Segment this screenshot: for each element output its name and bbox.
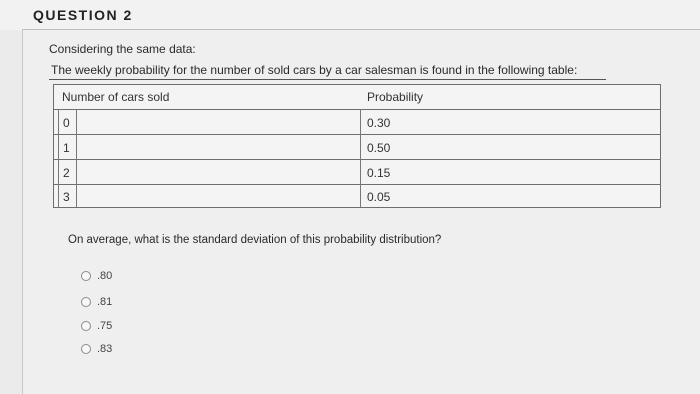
option-label: .80 — [97, 270, 113, 282]
table-header-row — [54, 85, 660, 109]
probability-cell: 0.50 — [367, 141, 391, 155]
radio-button[interactable] — [81, 344, 91, 354]
option-label: .83 — [97, 343, 113, 355]
table-row — [54, 160, 660, 184]
radio-button[interactable] — [81, 321, 91, 331]
table-row — [54, 185, 660, 207]
cars-cell: 1 — [63, 141, 70, 155]
probability-cell: 0.15 — [367, 166, 391, 180]
cars-cell: 2 — [63, 166, 70, 180]
prompt-underline — [49, 79, 606, 80]
table-row — [54, 135, 660, 159]
question-text: On average, what is the standard deviation of this probability distribution? — [68, 234, 442, 246]
cars-cell: 0 — [63, 116, 70, 130]
column-divider — [360, 109, 361, 207]
option-label: .75 — [97, 320, 113, 332]
radio-button[interactable] — [81, 271, 91, 281]
prompt-text: The weekly probability for the number of sold cars by a car salesman is found in the following table: — [51, 63, 578, 77]
probability-table — [53, 84, 661, 208]
intro-text: Considering the same data: — [49, 42, 196, 56]
header-probability: Probability — [367, 90, 424, 104]
probability-cell: 0.05 — [367, 190, 391, 204]
option-label: .81 — [97, 296, 113, 308]
cars-cell: 3 — [63, 190, 70, 204]
probability-cell: 0.30 — [367, 116, 391, 130]
table-row — [54, 110, 660, 134]
header-cars-sold: Number of cars sold — [62, 90, 170, 104]
column-divider — [58, 109, 59, 207]
question-title: QUESTION 2 — [33, 7, 133, 23]
radio-button[interactable] — [81, 297, 91, 307]
column-divider — [76, 109, 77, 207]
